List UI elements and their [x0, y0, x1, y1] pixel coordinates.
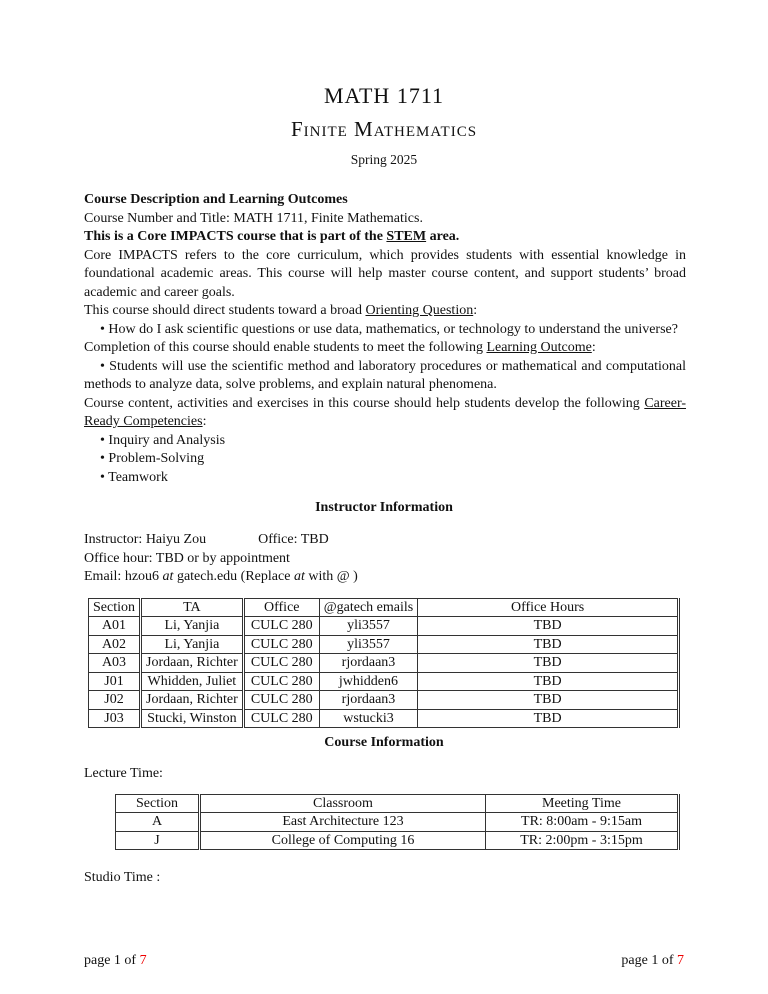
- career-intro: Course content, activities and exercises in this course should help students develop the following Career-Ready Competencies:: [84, 395, 686, 429]
- cell: Stucki, Winston: [141, 709, 244, 728]
- cell: yli3557: [319, 635, 417, 654]
- cell: TBD: [418, 617, 679, 636]
- description-heading: Course Description and Learning Outcomes: [84, 192, 348, 207]
- cell: TR: 2:00pm - 3:15pm: [486, 831, 679, 850]
- orienting-question: • How do I ask scientific questions or use data, mathematics, or technology to understand the universe?: [100, 321, 678, 337]
- page-number-left: page 1 of 7: [84, 953, 147, 968]
- table-row: [116, 813, 679, 832]
- table-header-row: [116, 794, 679, 813]
- competency-item: • Inquiry and Analysis: [100, 432, 226, 448]
- cell: CULC 280: [243, 709, 319, 728]
- cell: A02: [89, 635, 141, 654]
- learning-outcome: • Students will use the scientific method and laboratory procedures or mathematical and computational methods to analyze data, solve problems, and explain natural phenomena.: [84, 358, 686, 392]
- cell: TBD: [418, 691, 679, 710]
- table-row: [89, 635, 679, 654]
- core-text: Core IMPACTS refers to the core curriculum, which provides students with essential knowledge in foundational academic areas. This course will help master course content, and support students’ broad academic and career goals.: [84, 247, 686, 300]
- cell: J01: [89, 672, 141, 691]
- table-row: [89, 672, 679, 691]
- table-row: [89, 617, 679, 636]
- lecture-time-label: Lecture Time:: [84, 766, 163, 781]
- table-header-row: [89, 598, 679, 617]
- page-number-right: page 1 of 7: [621, 953, 684, 968]
- course-title: Finite Mathematics: [290, 117, 478, 141]
- header-cell: Office Hours: [418, 598, 679, 617]
- cell: wstucki3: [319, 709, 417, 728]
- instructor-name-line: Instructor: Haiyu Zou Office: TBD: [84, 532, 329, 547]
- cell: yli3557: [319, 617, 417, 636]
- header-cell: Section: [116, 794, 200, 813]
- email-line: Email: hzou6 at gatech.edu (Replace at with @ ): [84, 569, 358, 584]
- cell: TBD: [418, 672, 679, 691]
- cell: Li, Yanjia: [141, 635, 244, 654]
- header-cell: Office: [243, 598, 319, 617]
- cell: Whidden, Juliet: [141, 672, 244, 691]
- cell: Jordaan, Richter: [141, 691, 244, 710]
- table-row: [89, 709, 679, 728]
- total-pages-link[interactable]: 7: [677, 953, 684, 968]
- instructor-block: [84, 531, 686, 587]
- table-row: [89, 691, 679, 710]
- cell: A01: [89, 617, 141, 636]
- cell: TBD: [418, 709, 679, 728]
- core-statement: This is a Core IMPACTS course that is part of the STEM area.: [84, 229, 460, 244]
- instructor-heading: Instructor Information: [315, 500, 453, 515]
- table-row: [116, 831, 679, 850]
- cell: rjordaan3: [319, 691, 417, 710]
- cell: J02: [89, 691, 141, 710]
- cell: rjordaan3: [319, 654, 417, 673]
- studio-time-label: Studio Time :: [84, 870, 161, 885]
- cell: J03: [89, 709, 141, 728]
- outcome-intro: Completion of this course should enable students to meet the following Learning Outcome:: [84, 340, 596, 355]
- table-row: [89, 654, 679, 673]
- cell: CULC 280: [243, 672, 319, 691]
- lecture-table: [115, 794, 680, 851]
- cell: CULC 280: [243, 654, 319, 673]
- ta-table: [88, 598, 680, 729]
- cell: TBD: [418, 654, 679, 673]
- cell: CULC 280: [243, 635, 319, 654]
- cell: jwhidden6: [319, 672, 417, 691]
- cell: Li, Yanjia: [141, 617, 244, 636]
- header-cell: @gatech emails: [319, 598, 417, 617]
- cell: A: [116, 813, 200, 832]
- competency-item: • Problem-Solving: [100, 451, 205, 466]
- office-hour-line: Office hour: TBD or by appointment: [84, 550, 290, 566]
- header-cell: Meeting Time: [486, 794, 679, 813]
- orienting-intro: This course should direct students toward a broad Orienting Question:: [84, 303, 478, 318]
- total-pages-link[interactable]: 7: [139, 953, 147, 968]
- cell: CULC 280: [243, 617, 319, 636]
- course-description: [84, 191, 686, 487]
- term: Spring 2025: [350, 152, 418, 167]
- header-cell: Classroom: [200, 794, 486, 813]
- cell: East Architecture 123: [200, 813, 486, 832]
- course-info-heading: Course Information: [324, 735, 444, 750]
- cell: CULC 280: [243, 691, 319, 710]
- course-code: MATH 1711: [323, 83, 445, 108]
- cell: TBD: [418, 635, 679, 654]
- header-cell: TA: [141, 598, 244, 617]
- course-number-title: Course Number and Title: MATH 1711, Finite Mathematics.: [84, 210, 423, 226]
- cell: J: [116, 831, 200, 850]
- cell: A03: [89, 654, 141, 673]
- cell: Jordaan, Richter: [141, 654, 244, 673]
- competency-item: • Teamwork: [100, 469, 168, 485]
- cell: TR: 8:00am - 9:15am: [486, 813, 679, 832]
- header-cell: Section: [89, 598, 141, 617]
- cell: College of Computing 16: [200, 831, 486, 850]
